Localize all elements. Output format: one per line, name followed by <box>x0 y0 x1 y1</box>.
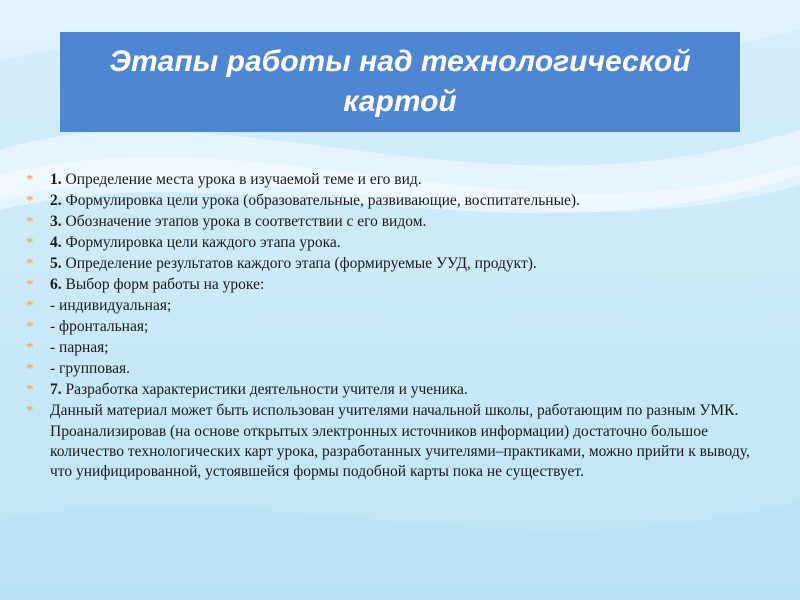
list-item-text <box>50 296 766 316</box>
list-item-text <box>50 212 766 232</box>
list-item <box>26 380 766 400</box>
step-number: 3. <box>50 213 62 230</box>
bullet-star-icon: * <box>26 235 34 251</box>
list-item <box>26 275 766 295</box>
bullet-star-icon: * <box>26 403 34 419</box>
step-text: Проанализировав (на основе открытых электронных источников информации) достаточно большое количество технологических карт урока, разработанных учителями–практиками, можно прийти к выводу, что унифицированной, устоявшейся формы подобной карты пока не существует. <box>50 423 750 480</box>
list-item-text <box>50 401 766 421</box>
list-item <box>26 317 766 337</box>
bullet-star-icon: * <box>26 277 34 293</box>
list-item <box>26 170 766 190</box>
bullet-star-icon: * <box>26 193 34 209</box>
step-text: - индивидуальная; <box>50 297 172 314</box>
step-text: - групповая. <box>50 360 131 377</box>
step-text: Определение места урока в изучаемой теме и его вид. <box>61 171 422 188</box>
bullet-star-icon: * <box>26 172 34 188</box>
step-text: Обозначение этапов урока в соответствии с его видом. <box>61 213 427 230</box>
step-text: Формулировка цели урока (образовательные, развивающие, воспитательные). <box>61 192 580 209</box>
step-number: 7. <box>50 381 62 398</box>
list-item-text <box>50 338 766 358</box>
slide-content-list <box>26 170 766 483</box>
step-text: - парная; <box>50 339 109 356</box>
list-item-text <box>50 254 766 274</box>
step-number: 5. <box>50 255 62 272</box>
step-text: Формулировка цели каждого этапа урока. <box>61 234 341 251</box>
list-item-text <box>50 275 766 295</box>
list-item <box>26 422 766 482</box>
list-item <box>26 401 766 421</box>
step-text: Разработка характеристики деятельности учителя и ученика. <box>61 381 468 398</box>
bullet-star-icon: * <box>26 298 34 314</box>
list-item-text <box>50 422 766 482</box>
list-item <box>26 296 766 316</box>
list-item-text <box>50 359 766 379</box>
list-item-text <box>50 233 766 253</box>
bullet-star-icon: * <box>26 361 34 377</box>
step-number: 4. <box>50 234 62 251</box>
list-item-text <box>50 191 766 211</box>
title-banner <box>60 32 740 132</box>
bullet-star-icon: * <box>26 214 34 230</box>
step-text: Выбор форм работы на уроке: <box>61 276 265 293</box>
step-number: 6. <box>50 276 62 293</box>
bullet-star-icon: * <box>26 382 34 398</box>
slide-title: Этапы работы над технологической картой <box>109 45 691 118</box>
list-item <box>26 338 766 358</box>
step-text: - фронтальная; <box>50 318 149 335</box>
step-number: 2. <box>50 192 62 209</box>
step-text: Данный материал может быть использован учителями начальной школы, работающим по разным УМК. <box>50 402 739 419</box>
bullet-star-icon: * <box>26 340 34 356</box>
list-item <box>26 191 766 211</box>
list-item <box>26 254 766 274</box>
list-item <box>26 212 766 232</box>
bullet-star-icon: * <box>26 256 34 272</box>
list-item-text <box>50 170 766 190</box>
list-item-text <box>50 317 766 337</box>
list-item <box>26 359 766 379</box>
bullet-star-icon: * <box>26 319 34 335</box>
list-item <box>26 233 766 253</box>
list-item-text <box>50 380 766 400</box>
step-number: 1. <box>50 171 62 188</box>
step-text: Определение результатов каждого этапа (формируемые УУД, продукт). <box>61 255 537 272</box>
